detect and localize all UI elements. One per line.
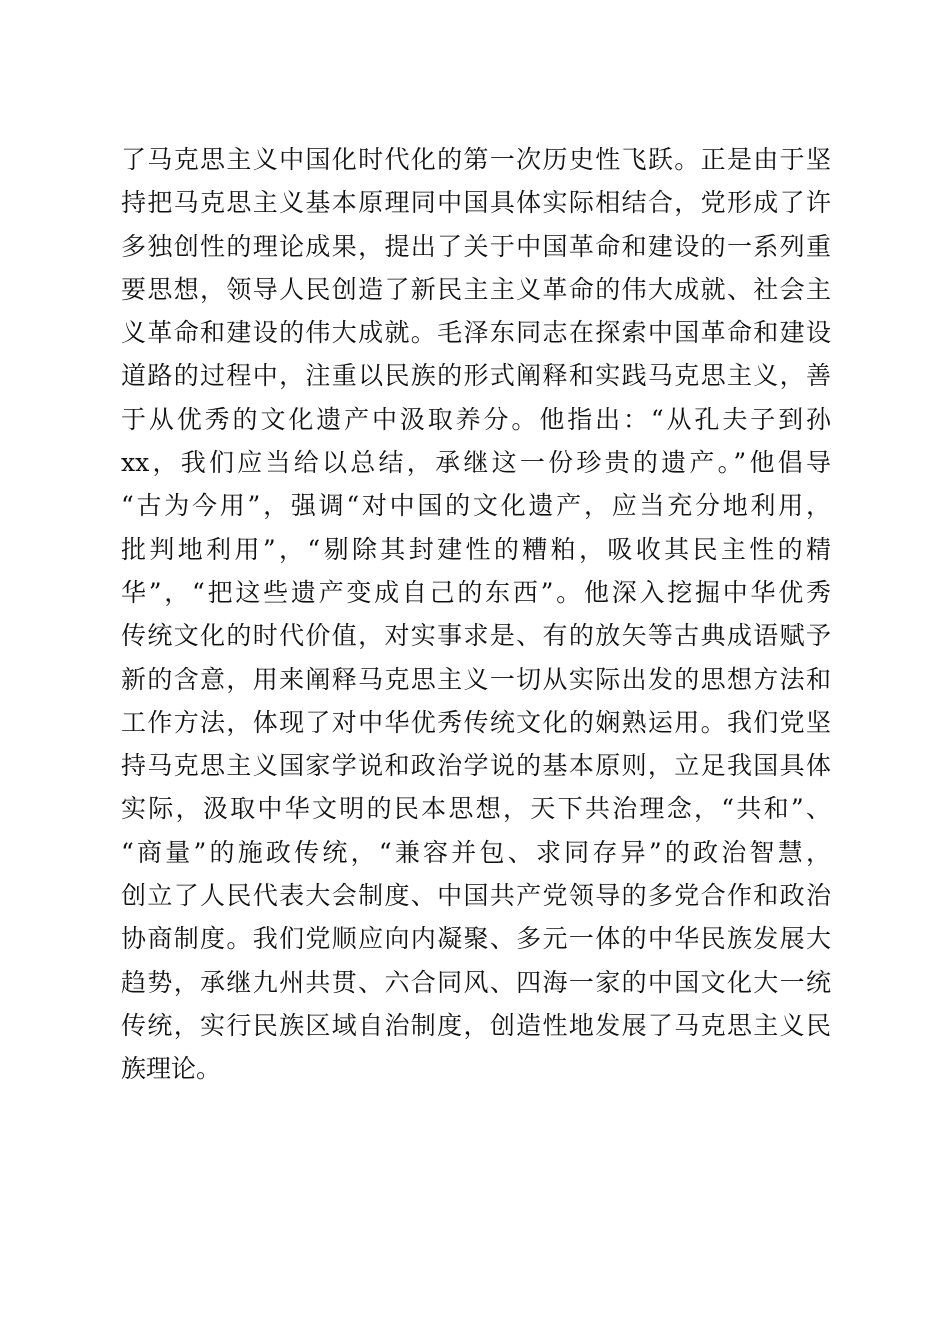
- text-line: 持马克思主义国家学说和政治学说的基本原则，立足我国具体: [121, 751, 831, 781]
- text-line: 创立了人民代表大会制度、中国共产党领导的多党合作和政治: [121, 881, 831, 911]
- text-line: 趋势，承继九州共贯、六合同风、四海一家的中国文化大一统: [121, 967, 831, 997]
- text-line: 华”，“把这些遗产变成自己的东西”。他深入挖掘中华优秀: [121, 577, 831, 607]
- text-line: 实际，汲取中华文明的民本思想，天下共治理念，“共和”、: [121, 794, 831, 824]
- text-line: 持把马克思主义基本原理同中国具体实际相结合，党形成了许: [121, 188, 831, 218]
- text-line: 族理论。: [121, 1054, 222, 1084]
- text-line: 工作方法，体现了对中华优秀传统文化的娴熟运用。我们党坚: [121, 707, 831, 737]
- text-line: xx，我们应当给以总结，承继这一份珍贵的遗产。”他倡导: [121, 448, 831, 478]
- text-line: 批判地利用”，“剔除其封建性的糟粕，吸收其民主性的精: [121, 534, 831, 564]
- text-line: 多独创性的理论成果，提出了关于中国革命和建设的一系列重: [121, 231, 831, 261]
- text-line: 传统文化的时代价值，对实事求是、有的放矢等古典成语赋予: [121, 621, 831, 651]
- text-line: 新的含意，用来阐释马克思主义一切从实际出发的思想方法和: [121, 664, 831, 694]
- text-line: 于从优秀的文化遗产中汲取养分。他指出：“从孔夫子到孙: [121, 404, 831, 434]
- text-line: 传统，实行民族区域自治制度，创造性地发展了马克思主义民: [121, 1010, 831, 1040]
- text-line: 协商制度。我们党顺应向内凝聚、多元一体的中华民族发展大: [121, 924, 831, 954]
- text-line: 道路的过程中，注重以民族的形式阐释和实践马克思主义，善: [121, 361, 831, 391]
- text-line: 义革命和建设的伟大成就。毛泽东同志在探索中国革命和建设: [121, 318, 831, 348]
- text-line: 了马克思主义中国化时代化的第一次历史性飞跃。正是由于坚: [121, 145, 831, 174]
- text-line: “古为今用”，强调“对中国的文化遗产，应当充分地利用，: [121, 491, 831, 521]
- text-line: 要思想，领导人民创造了新民主主义革命的伟大成就、社会主: [121, 274, 831, 304]
- text-line: “商量”的施政传统，“兼容并包、求同存异”的政治智慧，: [121, 837, 831, 867]
- body-paragraph: [121, 138, 831, 1091]
